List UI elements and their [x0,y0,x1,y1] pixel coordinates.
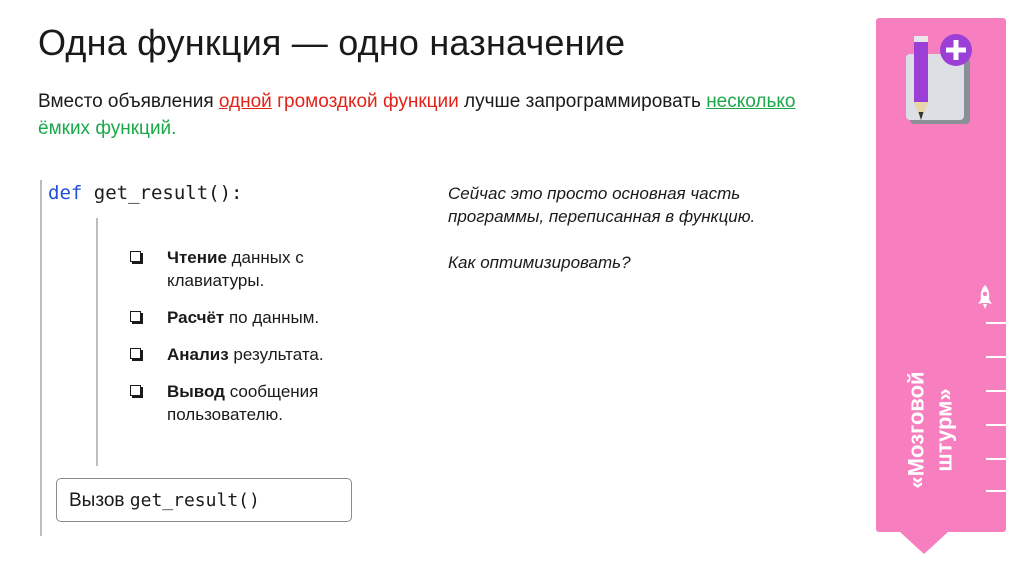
intro-part1: Вместо объявления [38,91,219,112]
ruler-tick [986,356,1006,358]
intro-highlight-several: несколько [706,91,796,112]
intro-text [38,88,848,142]
code-indent-guide-inner [96,218,98,466]
ruler-tick [986,322,1006,324]
ruler-tick [986,490,1006,492]
call-code: get_result() [129,490,260,511]
intro-highlight-bulky: громоздкой функции [277,91,459,112]
intro-highlight-compact: ёмких функций [38,118,172,139]
list-item [130,380,370,426]
brainstorm-label [876,360,986,500]
book-pencil-plus-icon [900,32,976,128]
checkbox-bullet-icon [130,251,141,262]
intro-part2: лучше запрограммировать [458,91,707,112]
call-label: Вызов [69,490,130,511]
step-bold: Вывод [167,382,225,401]
commentary-note [448,182,828,297]
step-rest: результата. [228,345,324,364]
code-indent-guide-outer [40,180,42,536]
code-signature: get_result(): [82,182,243,204]
rocket-icon [975,284,995,310]
checkbox-bullet-icon [130,385,141,396]
step-rest: по данным. [224,308,320,327]
note-line-2: Как оптимизировать? [448,253,631,272]
ruler-tick [986,458,1006,460]
brainstorm-label-line-1: «Мозговой [904,371,929,489]
step-rest: сообщения пользователю. [167,382,319,424]
slide-title: Одна функция — одно назначение [38,22,626,63]
intro-highlight-one: одной [218,91,272,112]
step-bold: Расчёт [167,308,225,327]
code-keyword: def [48,182,83,204]
list-item [130,306,370,329]
list-item [130,246,370,292]
list-item [130,343,370,366]
checkbox-bullet-icon [130,348,141,359]
panel-ruler-ticks [986,322,1006,492]
intro-period: . [171,118,177,139]
brainstorm-label-line-2: штурм» [932,388,957,472]
note-line-1: Сейчас это просто основная часть программы, переписанная в функцию. [448,184,756,226]
code-def-line [48,182,242,204]
panel-pointer [900,532,948,554]
checkbox-bullet-icon [130,311,141,322]
steps-list [130,246,370,440]
ruler-tick [986,390,1006,392]
step-bold: Анализ [167,345,229,364]
step-rest: данных с клавиатуры. [167,248,304,290]
ruler-tick [986,424,1006,426]
step-bold: Чтение [167,248,227,267]
function-call-box [56,478,352,522]
